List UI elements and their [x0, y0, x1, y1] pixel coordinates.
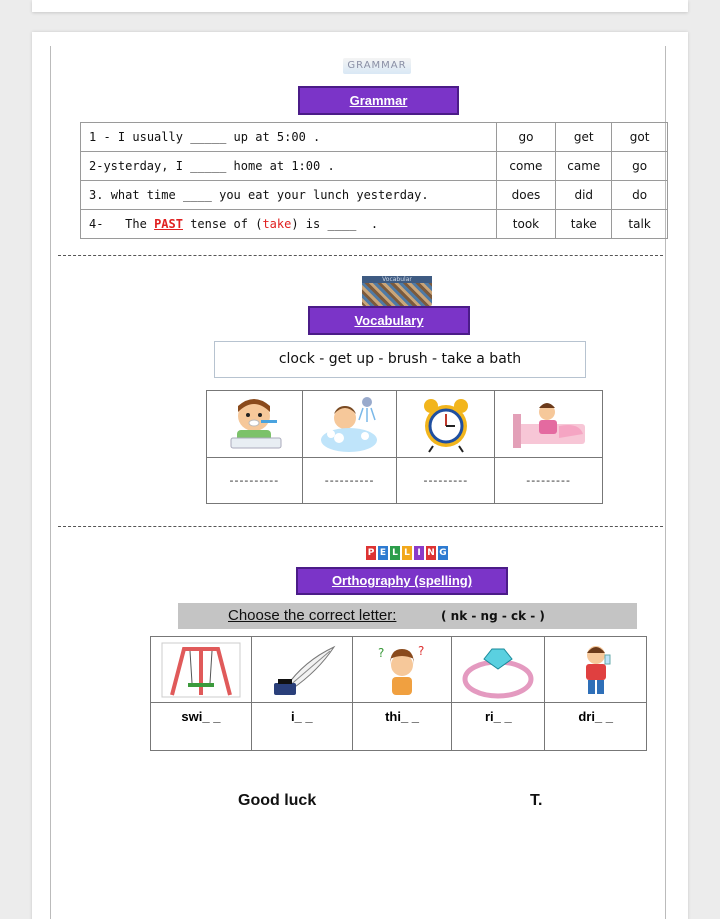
grammar-row: [81, 210, 668, 239]
answer-cell[interactable]: ---------: [397, 457, 495, 503]
answer-cell[interactable]: ----------: [302, 457, 397, 503]
answer-cell[interactable]: ----------: [207, 457, 303, 503]
question-number: 3.: [89, 188, 104, 202]
picture-cell: [495, 391, 603, 458]
verb-keyword: take: [262, 217, 292, 231]
spelling-decoration-image: [366, 546, 448, 560]
question-number: 1 -: [89, 130, 111, 144]
picture-cell: [545, 637, 647, 703]
grammar-decoration-image: GRAMMAR: [343, 58, 411, 74]
picture-cell: [302, 391, 397, 458]
alarm-clock-icon: [413, 394, 479, 454]
drinking-boy-icon: [571, 641, 621, 699]
option-cell[interactable]: does: [496, 181, 556, 210]
option-cell[interactable]: did: [556, 181, 612, 210]
good-luck-text: Good luck: [238, 792, 317, 809]
spelling-item[interactable]: dri_ _: [545, 703, 647, 751]
svg-text:?: ?: [378, 645, 385, 660]
option-cell[interactable]: come: [496, 152, 556, 181]
spelling-item[interactable]: i_ _: [251, 703, 352, 751]
decoration-letter: N: [427, 548, 435, 558]
grammar-table: [80, 122, 668, 239]
grammar-row: [81, 181, 668, 210]
question-text: ) is: [291, 217, 321, 231]
brushing-teeth-icon: [221, 394, 287, 454]
spelling-item[interactable]: ri_ _: [452, 703, 545, 751]
option-cell[interactable]: do: [612, 181, 668, 210]
question-text: you eat your lunch yesterday.: [219, 188, 429, 202]
decoration-letter: L: [390, 546, 400, 560]
grammar-question: [81, 152, 497, 181]
answer-blank[interactable]: ____: [182, 188, 212, 202]
decoration-letter: G: [439, 548, 447, 558]
vocabulary-table: [206, 390, 603, 504]
question-text: what time: [110, 188, 176, 202]
grammar-question: [81, 210, 497, 239]
option-cell[interactable]: got: [612, 123, 668, 152]
picture-cell: [251, 637, 352, 703]
thinking-girl-icon: [372, 641, 432, 699]
answer-blank[interactable]: _____: [190, 159, 227, 173]
question-text: home at 1:00 .: [233, 159, 335, 173]
previous-page-edge: [32, 0, 688, 12]
question-text: up at 5:00 .: [233, 130, 321, 144]
answer-cell[interactable]: ---------: [495, 457, 603, 503]
grammar-row: [81, 152, 668, 181]
decoration-letter: L: [402, 546, 412, 560]
option-cell[interactable]: get: [556, 123, 612, 152]
instruction-options: ( nk - ng - ck - ): [441, 609, 545, 623]
grammar-row: [81, 123, 668, 152]
instruction-label: Choose the correct letter:: [228, 607, 397, 624]
vocabulary-title: Vocabulary: [308, 306, 470, 335]
question-text: .: [370, 217, 379, 231]
answer-blank[interactable]: ____: [327, 217, 357, 231]
answer-blank[interactable]: _____: [190, 130, 227, 144]
grammar-question: [81, 123, 497, 152]
picture-cell: [151, 637, 252, 703]
question-text: The: [125, 217, 147, 231]
grammar-title: Grammar: [298, 86, 459, 115]
decoration-letter: P: [367, 548, 375, 558]
vocabulary-decoration-image: [362, 276, 432, 306]
vocabulary-decoration-text: Vocabular: [362, 276, 432, 283]
option-cell[interactable]: came: [556, 152, 612, 181]
spelling-item[interactable]: thi_ _: [352, 703, 452, 751]
spelling-instruction-bar: [178, 603, 637, 629]
question-text: ysterday, I: [103, 159, 183, 173]
section-divider: [58, 255, 663, 256]
ink-icon: [264, 641, 340, 699]
section-divider: [58, 526, 663, 527]
picture-cell: [207, 391, 303, 458]
question-number: 2-: [89, 159, 104, 173]
swing-icon: [160, 641, 242, 699]
taking-bath-icon: [317, 394, 383, 454]
question-text: tense of (: [190, 217, 263, 231]
picture-cell: [452, 637, 545, 703]
spelling-title: Orthography (spelling): [296, 567, 508, 595]
question-text: I usually: [117, 130, 183, 144]
word-bank: clock - get up - brush - take a bath: [214, 341, 586, 378]
question-number: 4-: [89, 217, 104, 231]
option-cell[interactable]: talk: [612, 210, 668, 239]
svg-text:?: ?: [418, 643, 425, 658]
past-keyword: PAST: [154, 217, 183, 231]
picture-cell: [397, 391, 495, 458]
decoration-letter: E: [379, 548, 387, 558]
option-cell[interactable]: take: [556, 210, 612, 239]
teacher-signature: T.: [530, 792, 543, 809]
spelling-item[interactable]: swi_ _: [151, 703, 252, 751]
grammar-question: [81, 181, 497, 210]
spelling-table: [150, 636, 647, 751]
option-cell[interactable]: go: [496, 123, 556, 152]
option-cell[interactable]: go: [612, 152, 668, 181]
decoration-letter: I: [414, 546, 424, 560]
picture-cell: [352, 637, 452, 703]
option-cell[interactable]: took: [496, 210, 556, 239]
getting-up-icon: [509, 394, 589, 454]
ring-icon: [460, 641, 536, 699]
